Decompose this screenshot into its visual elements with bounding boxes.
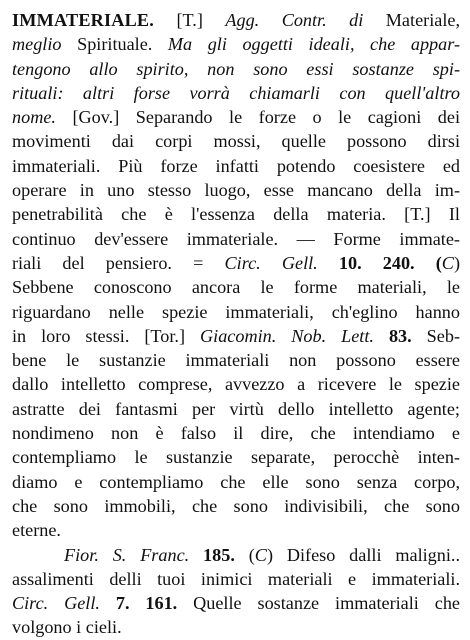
body-text: Quelle sostanze immateriali che [177, 593, 460, 614]
body-text: contempliamo le sustanzie separate, perocchè inten- [12, 447, 460, 468]
entry-line [12, 348, 460, 372]
body-text: ) Difeso dalli maligni.. [266, 544, 460, 565]
body-text: che sono immobili, che sono indivisibili, che sono [12, 495, 460, 516]
entry-line [12, 227, 460, 251]
entry-line [12, 202, 460, 226]
body-text: volgono i cieli. [12, 617, 122, 638]
entry-line [12, 32, 460, 56]
entry-line [12, 421, 460, 445]
italic-text: Circ. Gell. [12, 593, 100, 614]
entry-body [12, 8, 460, 640]
entry-line [12, 324, 460, 348]
body-text: continuo dev'essere immateriale. — Forme immate- [12, 228, 460, 249]
italic-text: Circ. Gell. [224, 252, 318, 273]
body-text: ) [453, 252, 460, 273]
entry-line [12, 445, 460, 469]
entry-line [12, 397, 460, 421]
citation-number: 83. [373, 325, 412, 346]
entry-line [12, 615, 460, 639]
entry-line [12, 591, 460, 615]
entry-line [12, 494, 460, 518]
entry-line [12, 81, 460, 105]
body-text: [Gov.] Separando le forze o le cagioni dei [55, 107, 460, 128]
entry-line [12, 178, 460, 202]
body-text: dallo intelletto comprese, avvezzo a ricevere le spezie [12, 374, 460, 395]
body-text: assalimenti delli tuoi inimici materiali e immateriali. [12, 568, 460, 589]
italic-text: nome. [12, 107, 56, 128]
italic-text: rituali: altri forse vorrà chiamarli con quell'altro [12, 82, 460, 103]
italic-text: tengono allo spirito, non sono essi sostanze spi- [12, 58, 460, 79]
body-text: Spirituale. [61, 34, 168, 55]
body-text: [T.] [154, 10, 226, 30]
entry-headline [12, 8, 460, 32]
italic-text: Fior. S. Franc. [64, 544, 190, 565]
italic-text: Agg. Contr. di [225, 10, 364, 30]
italic-text: Giacomin. Nob. Lett. [200, 325, 374, 346]
body-text: riali del pensiero. = [12, 252, 225, 273]
body-text: eterne. [12, 520, 61, 541]
body-text: bene le sustanzie immateriali non possono essere [12, 350, 460, 371]
entry-line [12, 372, 460, 396]
italic-text: Ma gli oggetti ideali, che appar- [167, 34, 460, 55]
body-text: nondimeno non è falso il dire, che intendiamo e [12, 423, 460, 444]
body-text: riguardano nelle spezie immateriali, ch'eglino hanno [12, 301, 460, 322]
entry-line [12, 300, 460, 324]
entry-line [12, 275, 460, 299]
body-text: operare in uno stesso luogo, esse mancano della im- [12, 180, 460, 201]
entry-line [12, 543, 460, 567]
body-text: Materiale, [363, 10, 460, 30]
body-text: diamo e contempliamo che elle sono senza corpo, [12, 471, 460, 492]
italic-text: meglio [12, 34, 62, 55]
entry-line [12, 518, 460, 542]
body-text: penetrabilità che è l'essenza della materia. [T.] Il [12, 204, 460, 225]
body-text: Sebbene conoscono ancora le forme materiali, le [12, 277, 460, 298]
body-text: immateriali. Più forze infatti potendo coesistere ed [12, 155, 460, 176]
body-text: Seb- [411, 325, 460, 346]
citation-number: 7. 161. [99, 593, 178, 614]
italic-text: C [254, 544, 267, 565]
entry-line [12, 567, 460, 591]
body-text: movimenti dai corpi mossi, quelle possono dirsi [12, 131, 460, 152]
entry-line [12, 105, 460, 129]
body-text: ( [234, 544, 255, 565]
body-text: in loro stessi. [Tor.] [12, 325, 200, 346]
body-text: astratte dei fantasmi per virtù dello intelletto agente; [12, 398, 460, 419]
entry-line [12, 129, 460, 153]
headword: IMMATERIALE. [12, 10, 155, 30]
entry-line [12, 57, 460, 81]
italic-text: C [441, 252, 454, 273]
entry-line [12, 154, 460, 178]
entry-line [12, 251, 460, 275]
citation-number: 185. [189, 544, 235, 565]
citation-number: 10. 240. ( [317, 252, 442, 273]
entry-line [12, 470, 460, 494]
